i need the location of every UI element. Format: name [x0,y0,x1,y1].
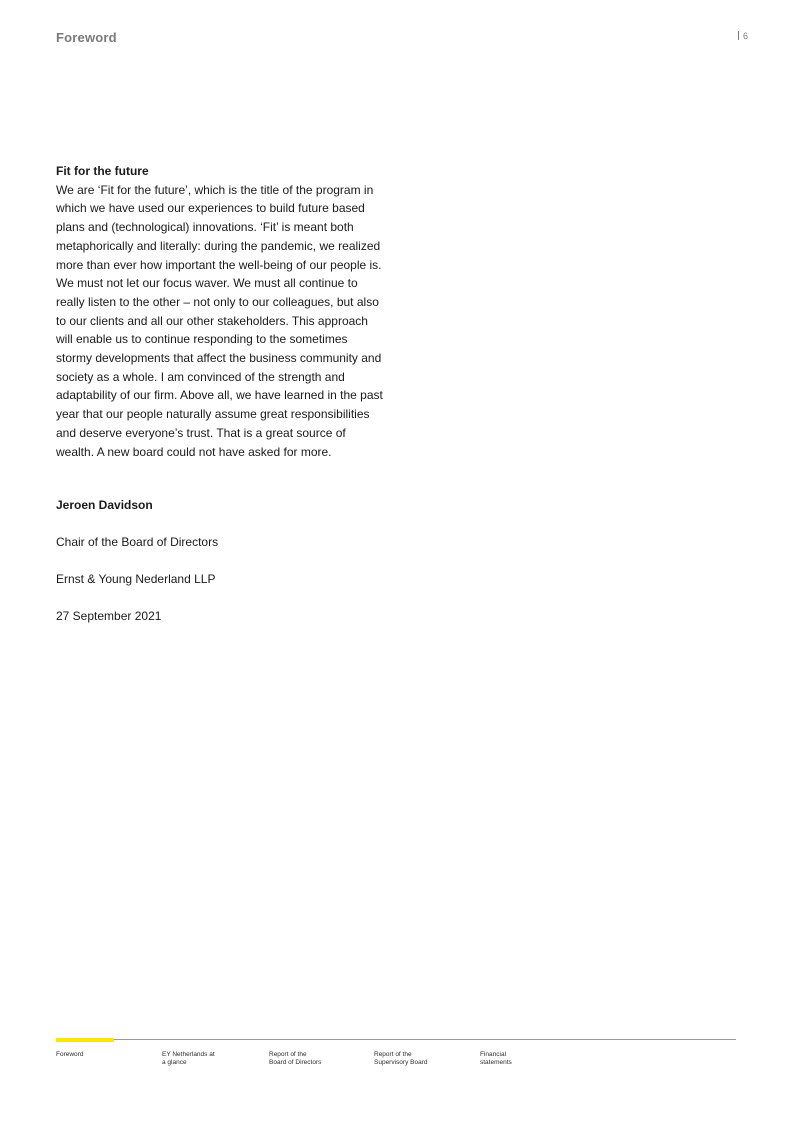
signature-date: 27 September 2021 [56,609,162,623]
section-body: We are ‘Fit for the future’, which is the title of the program in which we have used our experiences to build future based plans and (technological) innovations. ‘Fit’ is meant both metaphorically and literally: during the pandemic, we realized more than ever how important the well-being of our people is. We must not let our focus waver. We must all continue to really listen to the other – not only to our colleagues, but also to our clients and all our other stakeholders. This approach will enable us to continue responding to the sometimes stormy developments that affect the business community and society as a whole. I am convinced of the strength and adaptability of our firm. Above all, we have learned in the past year that our people naturally assume great responsibilities and deserve everyone’s trust. That is a great source of wealth. A new board could not have asked for more. [56,182,383,459]
main-content [56,162,386,461]
footer-nav-report-supervisory-board[interactable] [374,1051,464,1067]
footer-nav-ey-netherlands-at-a-glance[interactable] [162,1051,252,1067]
footer-nav-line1: Report of the [269,1051,307,1058]
footer-nav-line1: Report of the [374,1051,412,1058]
footer-nav-foreword[interactable] [56,1051,146,1059]
footer-nav-line2: a glance [162,1059,187,1066]
signatory-name: Jeroen Davidson [56,498,153,512]
page-number-value: 6 [743,31,749,41]
page-number [738,31,748,41]
footer-nav-line1: Foreword [56,1051,84,1058]
footer-nav-report-board-of-directors[interactable] [269,1051,359,1067]
footer-nav-line2: Supervisory Board [374,1059,428,1066]
footer-nav-line2: statements [480,1059,512,1066]
footer-active-indicator [56,1038,114,1042]
page-number-divider [738,31,739,40]
section-heading: Fit for the future [56,164,149,178]
header-section-title: Foreword [56,30,117,45]
footer-nav-line1: Financial [480,1051,507,1058]
footer-divider [56,1039,736,1040]
footer-nav-line2: Board of Directors [269,1059,322,1066]
footer-nav-financial-statements[interactable] [480,1051,570,1067]
signatory-role: Chair of the Board of Directors [56,535,219,549]
footer-nav-line1: EY Netherlands at [162,1051,215,1058]
signatory-firm: Ernst & Young Nederland LLP [56,572,216,586]
